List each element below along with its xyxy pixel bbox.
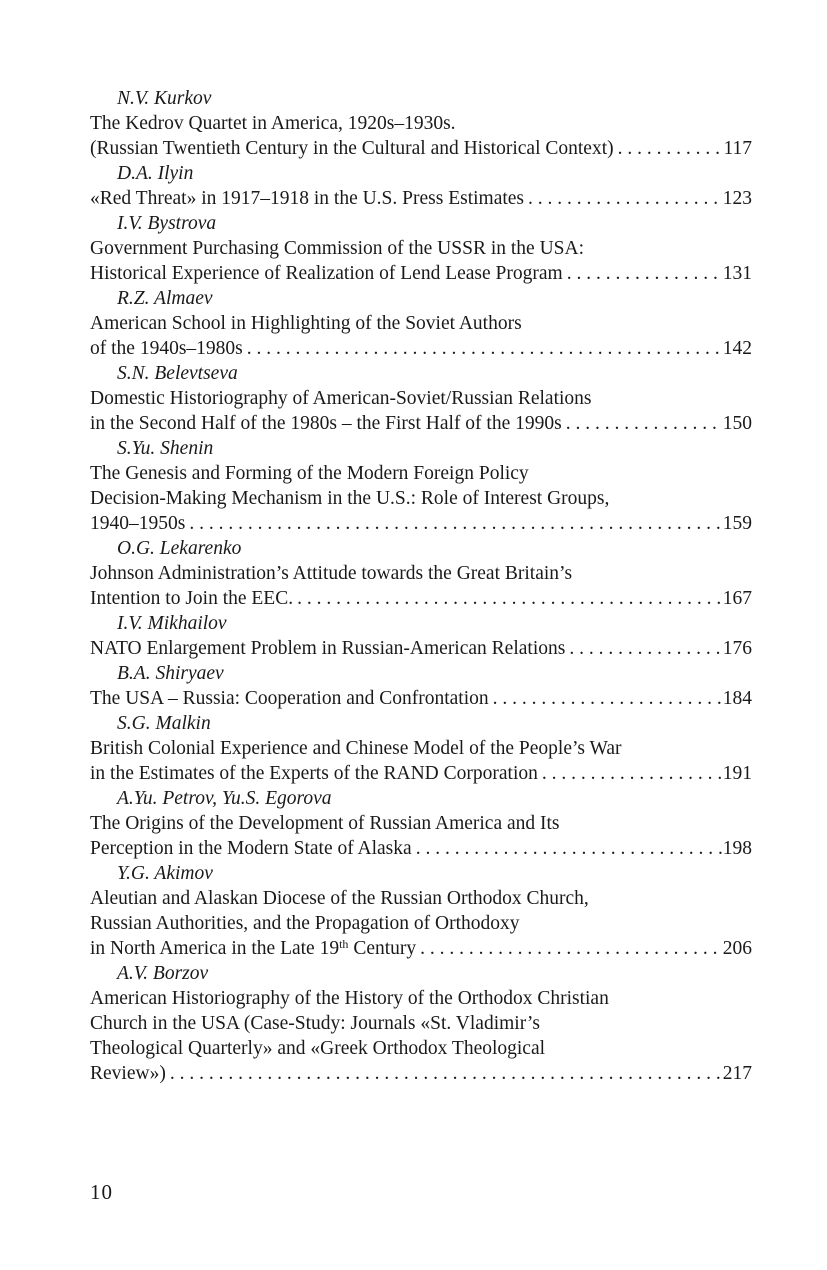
entry-author: I.V. Mikhailov [117, 613, 227, 634]
entry-page-number: 198 [722, 838, 752, 859]
entry-title-last-line [90, 411, 752, 436]
entry-title-text: in the Second Half of the 1980s – the First Half of the 1990s [90, 413, 562, 434]
entry-author: N.V. Kurkov [117, 88, 212, 109]
entry-title-text: of the 1940s–1980s [90, 338, 243, 359]
entry-title-text: Decision-Making Mechanism in the U.S.: Role of Interest Groups, [90, 488, 610, 509]
entry-page-number: 117 [723, 138, 752, 159]
entry-author: O.G. Lekarenko [117, 538, 242, 559]
dot-leader [563, 261, 722, 286]
toc-entry [90, 711, 752, 786]
toc-entry [90, 961, 752, 1086]
entry-page-number: 206 [722, 938, 752, 959]
entry-title-text: «Red Threat» in 1917–1918 in the U.S. Press Estimates [90, 188, 525, 209]
entry-page-number: 217 [722, 1063, 752, 1084]
entry-title-line [90, 386, 752, 411]
entry-author: R.Z. Almaev [117, 288, 213, 309]
dot-leader [562, 411, 722, 436]
entry-title-line [90, 1011, 752, 1036]
entry-title-line [90, 111, 752, 136]
entry-title-text: American School in Highlighting of the Soviet Authors [90, 313, 522, 334]
entry-author: B.A. Shiryaev [117, 663, 224, 684]
entry-title-last-line [90, 686, 752, 711]
entry-page-number: 150 [722, 413, 752, 434]
entry-author: Y.G. Akimov [117, 863, 213, 884]
entry-title-text: Perception in the Modern State of Alaska [90, 838, 412, 859]
entry-title-last-line [90, 936, 752, 961]
entry-title-text: Domestic Historiography of American-Soviet/Russian Relations [90, 388, 592, 409]
entry-title-last-line [90, 261, 752, 286]
dot-leader [538, 761, 722, 786]
entry-title-text: 1940–1950s [90, 513, 186, 534]
entry-author: I.V. Bystrova [117, 213, 217, 234]
dot-leader [565, 636, 722, 661]
entry-title-text: Aleutian and Alaskan Diocese of the Russian Orthodox Church, [90, 888, 589, 909]
entry-title-line [90, 1036, 752, 1061]
entry-title-text: American Historiography of the History of the Orthodox Christian [90, 988, 609, 1009]
superscript: th [339, 937, 349, 951]
entry-title-text: NATO Enlargement Problem in Russian-American Relations [90, 638, 566, 659]
entry-title-text: Church in the USA (Case-Study: Journals «St. Vladimir’s [90, 1013, 540, 1034]
entry-title-text: Government Purchasing Commission of the USSR in the USA: [90, 238, 584, 259]
dot-leader [166, 1061, 722, 1086]
entry-title-text: Historical Experience of Realization of Lend Lease Program [90, 263, 563, 284]
entry-page-number: 159 [722, 513, 752, 534]
entry-title-last-line [90, 761, 752, 786]
dot-leader [412, 836, 722, 861]
dot-leader [416, 936, 722, 961]
entry-title-text: British Colonial Experience and Chinese Model of the People’s War [90, 738, 622, 759]
entry-title-text: The Genesis and Forming of the Modern Foreign Policy [90, 463, 529, 484]
entry-page-number: 142 [722, 338, 752, 359]
entry-title-line [90, 911, 752, 936]
entry-page-number: 131 [722, 263, 752, 284]
entry-title-text: (Russian Twentieth Century in the Cultural and Historical Context) [90, 138, 614, 159]
dot-leader [243, 336, 722, 361]
entry-title-text: in the Estimates of the Experts of the RAND Corporation [90, 763, 538, 784]
entry-title-line [90, 236, 752, 261]
entry-page-number: 123 [722, 188, 752, 209]
entry-title-text: Intention to Join the EEC. [90, 588, 294, 609]
entry-title-last-line [90, 586, 752, 611]
toc-entry [90, 661, 752, 711]
entry-title-line [90, 461, 752, 486]
entry-title-text: Review») [90, 1063, 166, 1084]
toc-entry [90, 361, 752, 436]
dot-leader [614, 136, 722, 161]
entry-author: A.Yu. Petrov, Yu.S. Egorova [117, 788, 332, 809]
entry-author: S.Yu. Shenin [117, 438, 214, 459]
entry-page-number: 184 [722, 688, 752, 709]
entry-title-text: Russian Authorities, and the Propagation of Orthodoxy [90, 913, 520, 934]
entry-title-line [90, 736, 752, 761]
dot-leader [489, 686, 722, 711]
entry-title-line [90, 811, 752, 836]
entry-author: S.N. Belevtseva [117, 363, 238, 384]
entry-title-line [90, 311, 752, 336]
dot-leader [185, 511, 722, 536]
entry-title-line [90, 486, 752, 511]
entry-page-number: 191 [722, 763, 752, 784]
entry-title-text: The Origins of the Development of Russian America and Its [90, 813, 560, 834]
entry-title-last-line [90, 1061, 752, 1086]
page-number: 10 [90, 1180, 113, 1204]
entry-title-last-line [90, 336, 752, 361]
toc-entry [90, 211, 752, 286]
entry-title-line [90, 561, 752, 586]
entry-author: D.A. Ilyin [117, 163, 194, 184]
dot-leader [524, 186, 722, 211]
toc-entry [90, 536, 752, 611]
toc-entry [90, 611, 752, 661]
table-of-contents [90, 86, 752, 1086]
toc-entry [90, 861, 752, 961]
entry-title-text: The Kedrov Quartet in America, 1920s–1930s. [90, 113, 456, 134]
toc-entry [90, 86, 752, 161]
entry-title-text: in North America in the Late 19th Century [90, 937, 417, 959]
entry-title-text: The USA – Russia: Cooperation and Confrontation [90, 688, 489, 709]
entry-title-line [90, 886, 752, 911]
dot-leader [293, 586, 722, 611]
entry-page-number: 167 [722, 588, 752, 609]
entry-title-line [90, 986, 752, 1011]
toc-entry [90, 286, 752, 361]
toc-entry [90, 786, 752, 861]
entry-author: S.G. Malkin [117, 713, 211, 734]
entry-title-last-line [90, 186, 752, 211]
entry-title-last-line [90, 511, 752, 536]
entry-author: A.V. Borzov [117, 963, 209, 984]
toc-entry [90, 436, 752, 536]
entry-title-last-line [90, 636, 752, 661]
entry-title-text: Theological Quarterly» and «Greek Orthodox Theological [90, 1038, 546, 1059]
entry-title-last-line [90, 136, 752, 161]
entry-title-text: Johnson Administration’s Attitude towards the Great Britain’s [90, 563, 573, 584]
entry-page-number: 176 [722, 638, 752, 659]
entry-title-last-line [90, 836, 752, 861]
toc-entry [90, 161, 752, 211]
